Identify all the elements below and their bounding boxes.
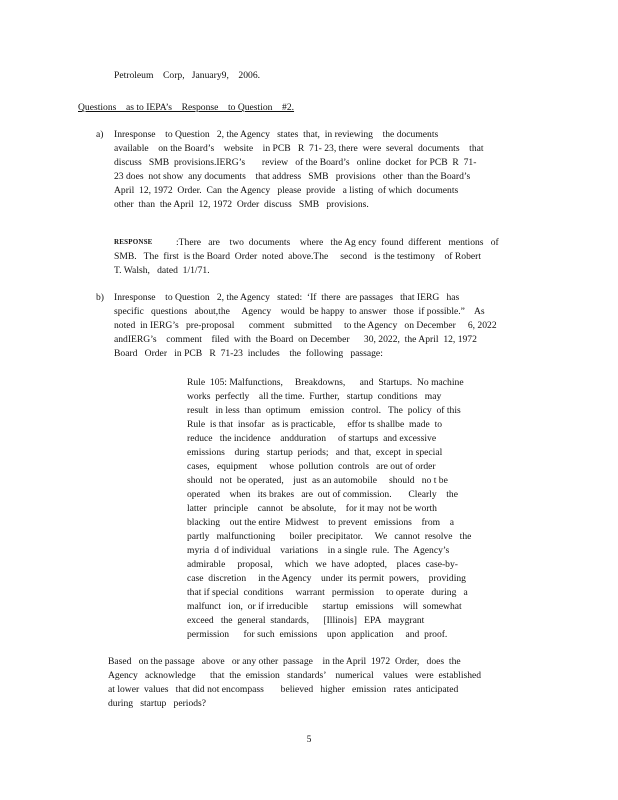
quote-line: latter principle cannot be absolute, for it may not be worth [187,503,437,514]
response-line: SMB. The first is the Board Order noted above.The second is the testimony of Robert [114,251,481,262]
response-line: :There are two documents where the Ag ency found different mentions of [176,237,499,248]
quote-line: cases, equipment whose pollution controls are out of order [187,461,436,472]
item-a-marker: a) [96,129,104,140]
quote-line: myria d of individual variations in a single rule. The Agency’s [187,545,450,556]
response-label: RESPONSE [114,238,153,246]
closing-line: during startup periods? [108,698,207,709]
item-a-line: discuss SMB provisions.IERG’s review of the Board’s online docket for PCB R 71- [114,157,477,168]
page-number: 5 [306,734,312,745]
section-heading: Questions as to IEPA’s Response to Question #2. [78,102,295,113]
item-b-line: Board Order in PCB R 71-23 includes the following passage: [114,348,383,359]
intro-line: Petroleum Corp, January9, 2006. [114,70,261,81]
quote-line: result in less than optimum emission control. The policy of this [187,405,461,416]
item-b-line: andIERG’s comment filed with the Board on December 30, 2022, the April 12, 1972 [114,334,477,345]
quote-line: malfunct ion, or if irreducible startup emissions will somewhat [187,601,462,612]
item-a-line: Inresponse to Question 2, the Agency states that, in reviewing the documents [114,129,439,140]
quote-line: reduce the incidence andduration of startups and excessive [187,433,437,444]
quote-line: works perfectly all the time. Further, startup conditions may [187,391,442,402]
item-a-line: 23 does not show any documents that address SMB provisions other than the Board’s [114,171,471,182]
item-a-line: April 12, 1972 Order. Can the Agency please provide a listing of which documents [114,185,459,196]
closing-line: Agency acknowledge that the emission standards’ numerical values were established [108,670,482,681]
item-a-line: other than the April 12, 1972 Order discuss SMB provisions. [114,199,369,210]
quote-line: permission for such emissions upon application and proof. [187,629,448,640]
quote-line: Rule is that insofar as is practicable, effor ts shallbe made to [187,419,443,430]
item-a-line: available on the Board’s website in PCB R 71- 23, there were several documents that [114,143,484,154]
item-b-line: specific questions about,the Agency would be happy to answer those if possible.” As [114,306,485,317]
closing-line: at lower values that did not encompass believed higher emission rates anticipated [108,684,459,695]
response-line: T. Walsh, dated 1/1/71. [114,265,210,276]
quote-line: Rule 105: Malfunctions, Breakdowns, and Startups. No machine [187,377,464,388]
quote-line: emissions during startup periods; and that, except in special [187,447,443,458]
quote-line: exceed the general standards, [Illinois] EPA maygrant [187,615,425,626]
item-b-line: noted in IERG’s pre-proposal comment submitted to the Agency on December 6, 2022 [114,320,497,331]
quote-line: blacking out the entire Midwest to prevent emissions from a [187,517,454,528]
quote-line: admirable proposal, which we have adopted, places case-by- [187,559,458,570]
quote-line: case discretion in the Agency under its permit powers, providing [187,573,466,584]
quote-line: should not be operated, just as an automobile should no t be [187,475,448,486]
quote-line: partly malfunctioning boiler precipitator. We cannot resolve the [187,531,472,542]
closing-line: Based on the passage above or any other passage in the April 1972 Order, does the [108,656,461,667]
item-b-line: Inresponse to Question 2, the Agency stated: ‘If there are passages that IERG has [114,292,460,303]
quote-line: that if special conditions warrant permission to operate during a [187,587,468,598]
quote-line: operated when its brakes are out of commission. Clearly the [187,489,458,500]
item-b-marker: b) [96,292,104,303]
